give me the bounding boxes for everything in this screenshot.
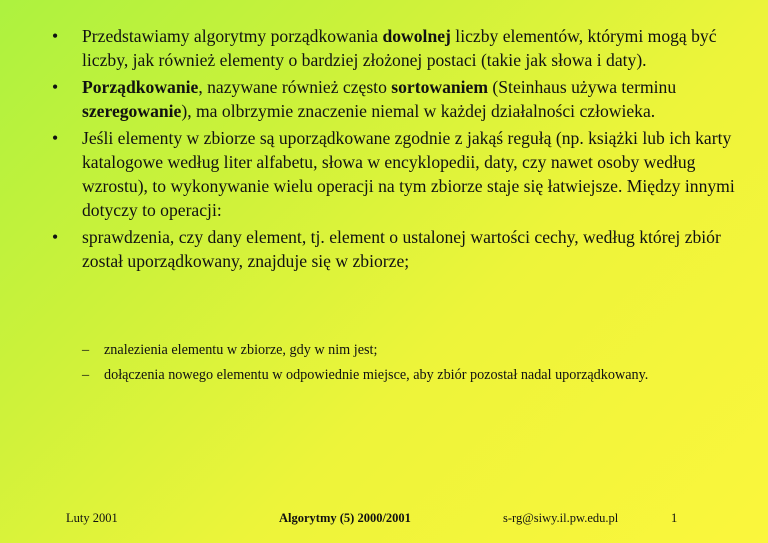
text-run: sprawdzenia, czy dany element, tj. element o ustalonej wartości cechy, według której zbiór został uporządkowany, znajduje się w zbiorze; (82, 227, 721, 271)
text-run: ), ma olbrzymie znaczenie niemal w każdej działalności człowieka. (181, 101, 656, 121)
bullet-item (52, 75, 752, 123)
text-run: Jeśli elementy w zbiorze są uporządkowane zgodnie z jakąś regułą (np. książki lub ich karty katalogowe według liter alfabetu, słowa w encyklopedii, daty, czy nawet osoby według wzrostu), to wykonywanie wielu operacji na tym zbiorze staje się łatwiejsze. Między innymi dotyczy to operacji: (82, 128, 735, 220)
footer (0, 511, 768, 531)
bold-term: Porządkowanie (82, 77, 199, 97)
bullet-list (52, 24, 752, 276)
bold-term: sortowaniem (391, 77, 489, 97)
text-run: Przedstawiamy algorytmy porządkowania (82, 26, 383, 46)
bullet-item (52, 126, 752, 222)
text-run: , nazywane również często (198, 77, 392, 97)
bullet-item (52, 24, 752, 72)
text-run: (Steinhaus używa terminu (488, 77, 677, 97)
footer-title: Algorytmy (5) 2000/2001 (279, 511, 411, 525)
bold-term: dowolnej (382, 26, 451, 46)
bullet-item (52, 225, 752, 273)
sub-item: – znalezienia elementu w zbiorze, gdy w nim jest; (82, 340, 722, 360)
bold-term: szeregowanie (82, 101, 182, 121)
text-run: liczby elementów, którymi mogą być liczby, jak również elementy o bardziej złożonej postaci (takie jak słowa i daty). (82, 26, 717, 70)
sub-list (82, 340, 722, 390)
footer-date: Luty 2001 (66, 511, 118, 525)
sub-item: – dołączenia nowego elementu w odpowiednie miejsce, aby zbiór pozostał nadal uporządkowany. (82, 365, 722, 385)
footer-email: s-rg@siwy.il.pw.edu.pl (503, 511, 619, 525)
page-number: 1 (671, 511, 678, 525)
